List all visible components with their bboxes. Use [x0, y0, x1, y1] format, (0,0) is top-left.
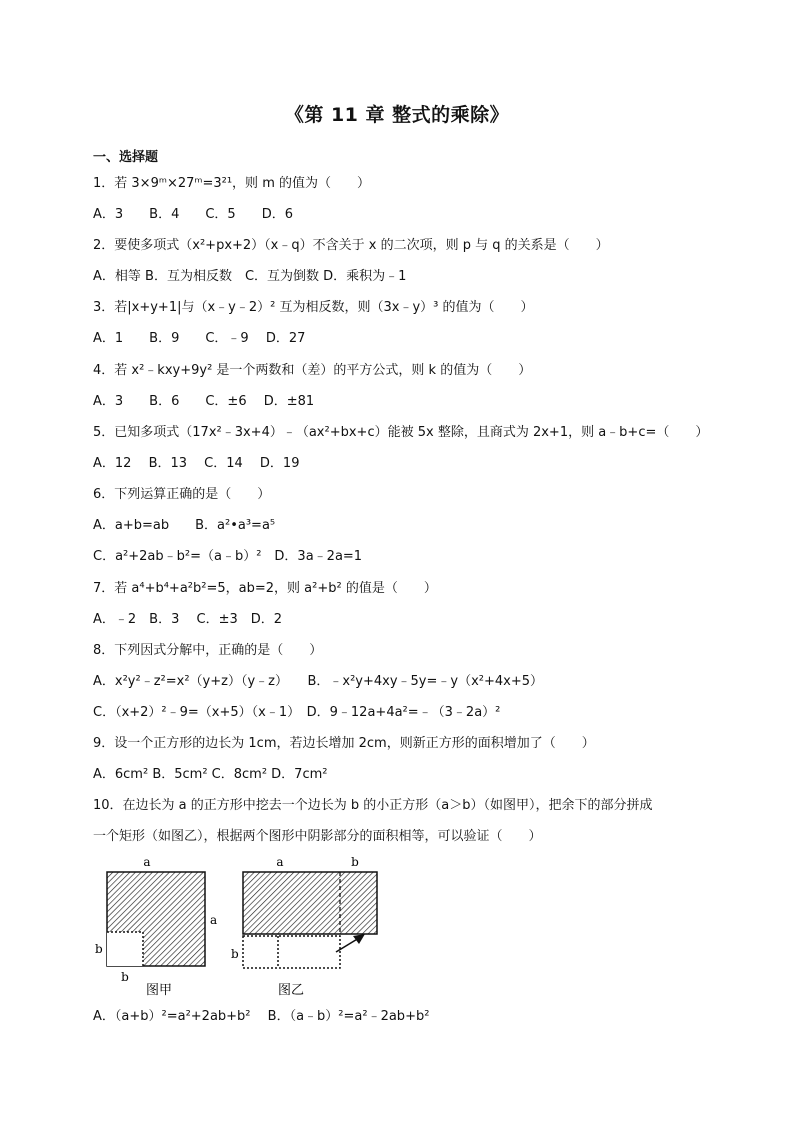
question-6: 6．下列运算正确的是（ ）: [93, 487, 271, 502]
jia-label-bottom: b: [121, 970, 129, 984]
question-9: 9．设一个正方形的边长为 1cm，若边长增加 2cm，则新正方形的面积增加了（ ）: [93, 736, 595, 751]
jia-label-right: a: [210, 913, 218, 927]
options-9: A．6cm² B．5cm² C．8cm² D．7cm²: [93, 767, 328, 782]
question-4: 4．若 x²﹣kxy+9y² 是一个两数和（差）的平方公式，则 k 的值为（ ）: [93, 363, 532, 378]
options-2: A．相等 B．互为相反数 C．互为倒数 D．乘积为﹣1: [93, 269, 407, 284]
question-2: 2．要使多项式（x²+px+2）（x﹣q）不含关于 x 的二次项，则 p 与 q 的关系是（ ）: [93, 238, 609, 253]
yi-label-left: b: [231, 947, 239, 961]
question-7: 7．若 a⁴+b⁴+a²b²=5，ab=2，则 a²+b² 的值是（ ）: [93, 581, 437, 596]
options-8-cd: C．（x+2）²﹣9=（x+5）（x﹣1） D．9﹣12a+4a²=﹣（3﹣2a）²: [93, 705, 501, 720]
yi-label-b: b: [351, 855, 359, 869]
options-6-cd: C．a²+2ab﹣b²=（a﹣b）² D．3a﹣2a=1: [93, 549, 363, 564]
options-6-ab: A．a+b=ab B．a²•a³=a⁵: [93, 518, 276, 533]
options-10: A．（a+b）²=a²+2ab+b² B．（a﹣b）²=a²﹣2ab+b²: [93, 1009, 430, 1024]
options-7: A．﹣2 B．3 C．±3 D．2: [93, 612, 283, 627]
page-title: 《第 11 章 整式的乘除》: [284, 104, 510, 126]
options-3: A．1 B．9 C．﹣9 D．27: [93, 331, 306, 346]
figure-10: [93, 852, 393, 1002]
section-heading: 一、选择题: [93, 150, 159, 165]
question-5: 5．已知多项式（17x²﹣3x+4）﹣（ax²+bx+c）能被 5x 整除，且商式为 2x+1，则 a﹣b+c=（ ）: [93, 425, 709, 440]
question-8: 8．下列因式分解中，正确的是（ ）: [93, 643, 323, 658]
options-8-ab: A．x²y²﹣z²=x²（y+z）（y﹣z） B．﹣x²y+4xy﹣5y=﹣y（x²+4x+5）: [93, 674, 544, 689]
jia-caption: 图甲: [145, 983, 173, 998]
options-4: A．3 B．6 C．±6 D．±81: [93, 394, 315, 409]
question-3: 3．若|x+y+1|与（x﹣y﹣2）² 互为相反数，则（3x﹣y）³ 的值为（ ）: [93, 300, 534, 315]
jia-label-top: a: [143, 855, 151, 869]
yi-caption: 图乙: [277, 983, 305, 998]
jia-label-left: b: [95, 942, 103, 956]
options-1: A．3 B．4 C．5 D．6: [93, 207, 293, 222]
yi-label-a: a: [276, 855, 284, 869]
options-5: A．12 B．13 C．14 D．19: [93, 456, 300, 471]
question-1: 1．若 3×9ᵐ×27ᵐ=3²¹，则 m 的值为（ ）: [93, 176, 370, 191]
question-10-line-2: 一个矩形（如图乙），根据两个图形中阴影部分的面积相等，可以验证（ ）: [93, 829, 542, 844]
figure-yi: [231, 855, 377, 998]
figure-jia: [95, 855, 217, 998]
question-10-line-1: 10．在边长为 a 的正方形中挖去一个边长为 b 的小正方形（a＞b）（如图甲），把余下的部分拼成: [93, 798, 653, 813]
